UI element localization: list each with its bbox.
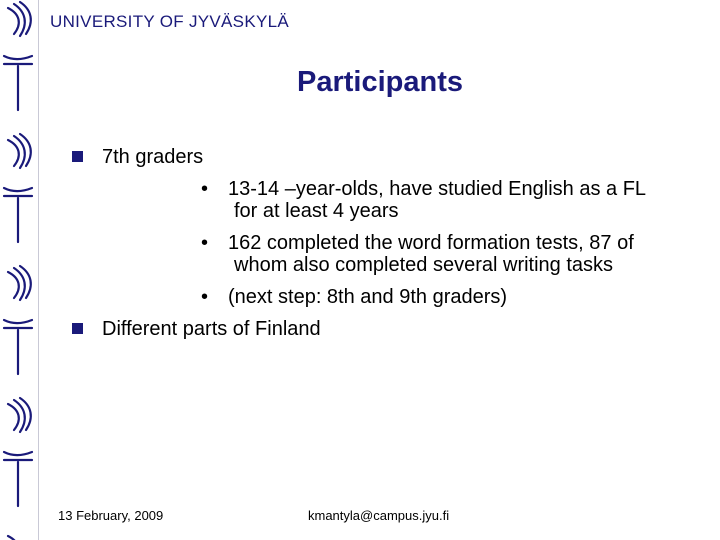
- sub-bullet-text: 13-14 –year-olds, have studied English as a FL: [228, 178, 647, 200]
- sub-bullet-text-cont: for at least 4 years: [234, 200, 399, 222]
- sub-bullet-text: 162 completed the word formation tests, 87 of: [228, 232, 634, 254]
- slide-title: Participants: [297, 66, 463, 98]
- sub-bullet-text: (next step: 8th and 9th graders): [228, 286, 508, 308]
- bullet-item: [72, 146, 692, 168]
- sub-bullet-item: [72, 286, 698, 308]
- bullet-item: [72, 318, 692, 340]
- dot-bullet-icon: •: [201, 178, 209, 200]
- slide-content: [72, 146, 692, 350]
- footer-date: 13 February, 2009: [58, 508, 164, 523]
- sub-bullet-item: [72, 178, 698, 222]
- dot-bullet-icon: •: [201, 286, 209, 308]
- bullet-text: Different parts of Finland: [102, 318, 321, 340]
- square-bullet-icon: [72, 151, 83, 162]
- square-bullet-icon: [72, 323, 83, 334]
- bullet-text: 7th graders: [102, 146, 204, 168]
- university-name: UNIVERSITY OF JYVÄSKYLÄ: [50, 12, 289, 31]
- footer-email: kmantyla@campus.jyu.fi: [308, 508, 450, 523]
- sub-bullet-item: [72, 232, 698, 276]
- dot-bullet-icon: •: [201, 232, 209, 254]
- sub-bullet-text-cont: whom also completed several writing tasks: [234, 254, 614, 276]
